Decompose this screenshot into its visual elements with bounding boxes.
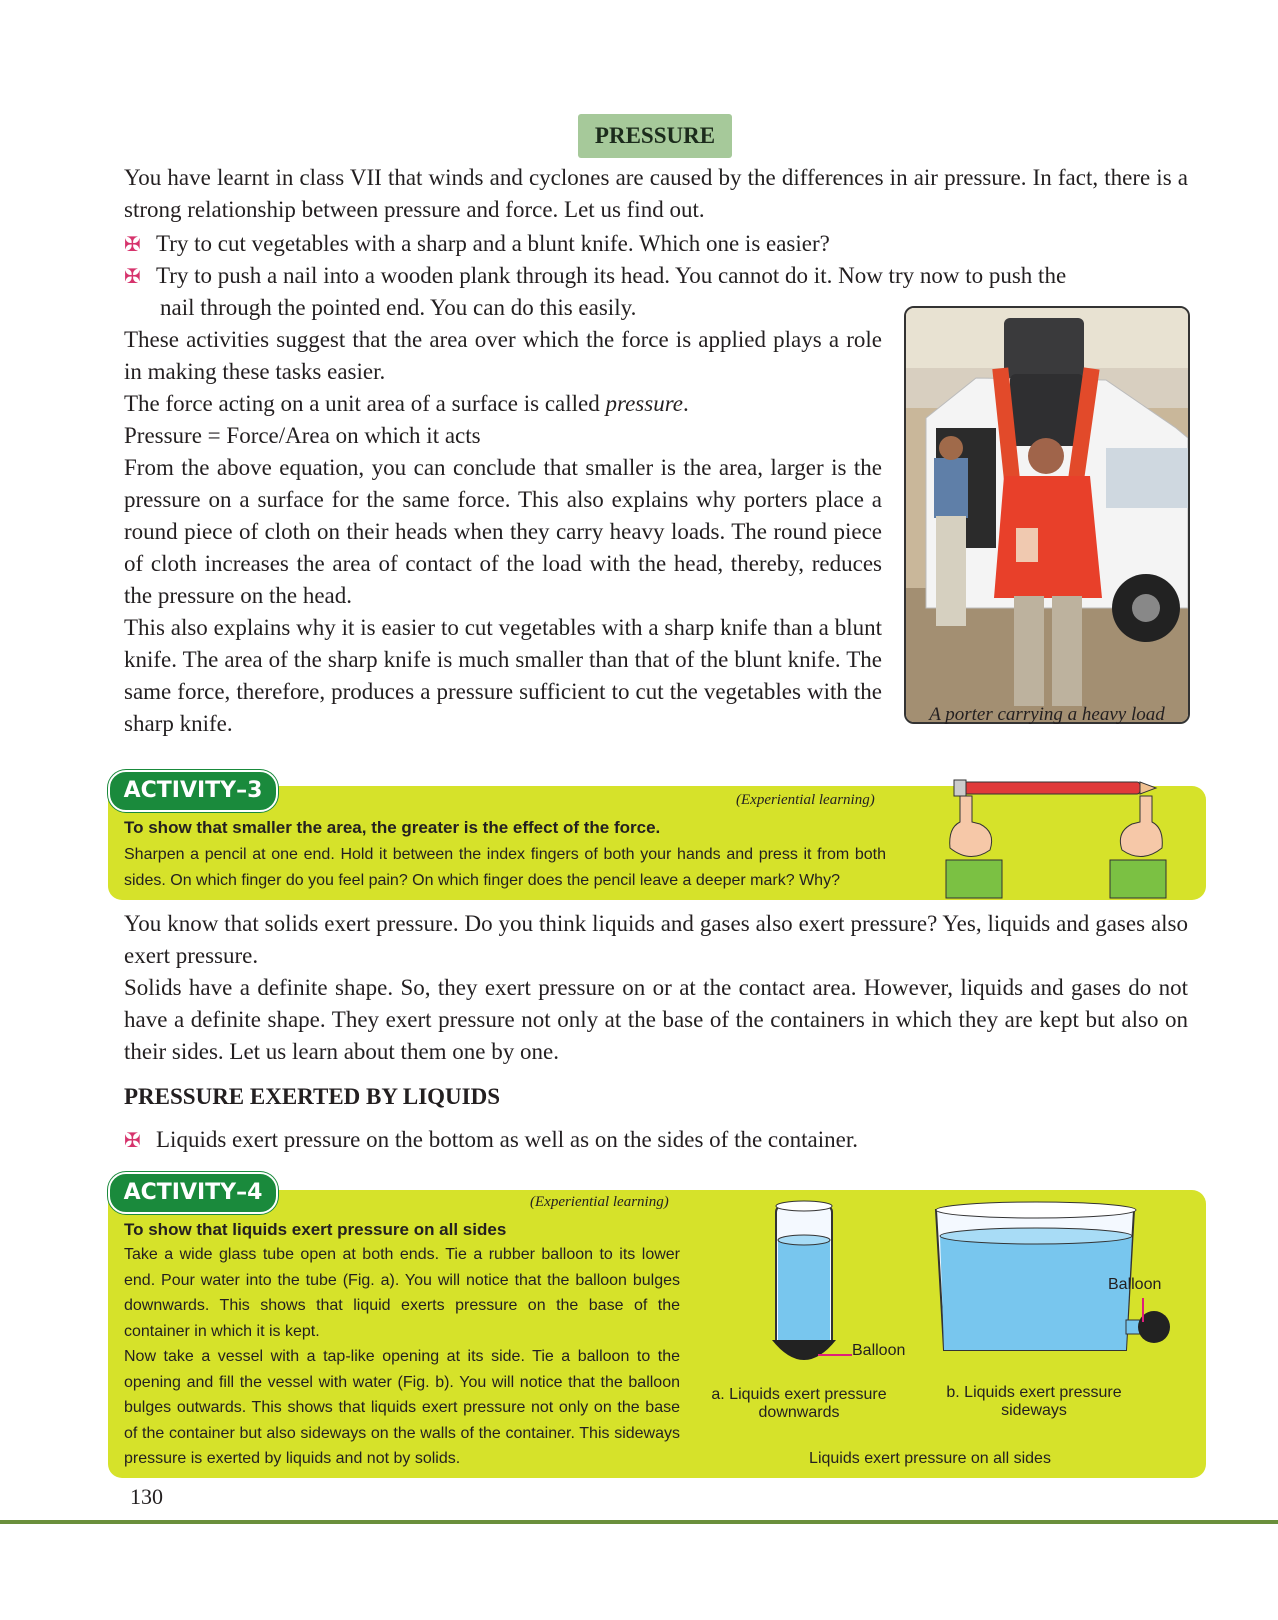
cross-bullet-icon: ✠ [124,1130,141,1152]
figure-caption: Liquids exert pressure on all sides [809,1450,1051,1467]
bullet-continuation: nail through the pointed end. You can do this easily. [160,295,637,320]
activities-paragraph: These activities suggest that the area over which the force is applied plays a role in making these tasks easier. [124,327,882,384]
activity-4-text-1: Take a wide glass tube open at both ends. Tie a rubber balloon to its lower end. Pour water into the tube (Fig. a). You will notice that the balloon bulges downwards. This shows that liquid exerts pressure on the base of the container in which it is kept. [124,1246,680,1340]
cross-bullet-icon: ✠ [124,266,141,288]
activity-4-label: (Experiential learning) [530,1194,669,1210]
fig-b-balloon-label: Balloon [1108,1276,1162,1293]
definite-shape-paragraph: Solids have a definite shape. So, they exert pressure on or at the contact area. However, liquids and gases do not have a definite shape. They exert pressure not only at the base of the containers in which they are kept but also on their sides. Let us learn about them one by one. [124,975,1188,1064]
page-title: PRESSURE [578,114,732,158]
photo-caption: A porter carrying a heavy load [929,704,1165,725]
activity-4-text-2: Now take a vessel with a tap-like opening at its side. Tie a balloon to the opening and fill the vessel with water (Fig. b). You will notice that the balloon bulges outwards. This shows that liquids exert pressure not only on the base of the container but also sideways on the walls of the container. This sideways pressure is exerted by liquids and not by solids. [124,1348,680,1467]
fig-a-caption: a. Liquids exert pressure downwards [711,1386,887,1421]
fig-b-caption: b. Liquids exert pressure sideways [946,1384,1122,1419]
glass-tube-figure [760,1200,860,1370]
activity-3-text: Sharpen a pencil at one end. Hold it between the index fingers of both your hands and press it from both sides. On which finger do you feel pain? On which finger does the pencil leave a deeper mark? Why? [124,846,886,889]
pressure-definition [124,388,882,420]
bullet-item [124,228,1188,261]
activity-4-title: To show that liquids exert pressure on all sides [124,1220,507,1239]
knife-paragraph: This also explains why it is easier to cut vegetables with a sharp knife than a blunt knife. The area of the sharp knife is much smaller than that of the blunt knife. The same force, therefore, produces a pressure sufficient to cut the vegetables with the sharp knife. [124,615,882,736]
activity-3-title: To show that smaller the area, the greater is the effect of the force. [124,818,661,837]
porter-photo [904,306,1190,724]
pencil-fingers-illustration [940,772,1180,902]
definition-term: pressure [605,391,683,416]
bullet-text: Try to push a nail into a wooden plank through its head. You cannot do it. Now try now to push the [156,263,1067,288]
activity-4-badge: ACTIVITY–4 [108,1172,278,1214]
bullet-text: Try to cut vegetables with a sharp and a blunt knife. Which one is easier? [156,231,830,256]
intro-paragraph: You have learnt in class VII that winds and cyclones are caused by the differences in air pressure. In fact, there is a strong relationship between pressure and force. Let us find out. [124,165,1188,222]
bullet-text: Liquids exert pressure on the bottom as well as on the sides of the container. [156,1127,858,1152]
activity-3-badge: ACTIVITY–3 [108,770,278,812]
solids-liquids-paragraph: You know that solids exert pressure. Do you think liquids and gases also exert pressure? Yes, liquids and gases also exert pressure. [124,911,1188,968]
equation-paragraph: From the above equation, you can conclude that smaller is the area, larger is the pressure on a surface for the same force. This also explains why porters place a round piece of cloth on their heads when they carry heavy loads. The round piece of cloth increases the area of contact of the load with the head, thereby, reduces the pressure on the head. [124,455,882,608]
fig-b-pointer [1142,1298,1144,1322]
bullet-item [124,1124,1188,1157]
fig-a-balloon-label: Balloon [852,1342,906,1359]
section-heading-liquids: PRESSURE EXERTED BY LIQUIDS [124,1084,501,1109]
cross-bullet-icon: ✠ [124,234,141,256]
pressure-formula: Pressure = Force/Area on which it acts [124,423,481,448]
footer-rule [0,1520,1278,1524]
bullet-item [124,260,1188,293]
porter-illustration [906,308,1188,722]
activity-3-label: (Experiential learning) [736,792,875,808]
definition-end: . [683,391,689,416]
fig-a-pointer [818,1354,852,1356]
definition-text: The force acting on a unit area of a surface is called [124,391,606,416]
page-number: 130 [130,1484,163,1509]
